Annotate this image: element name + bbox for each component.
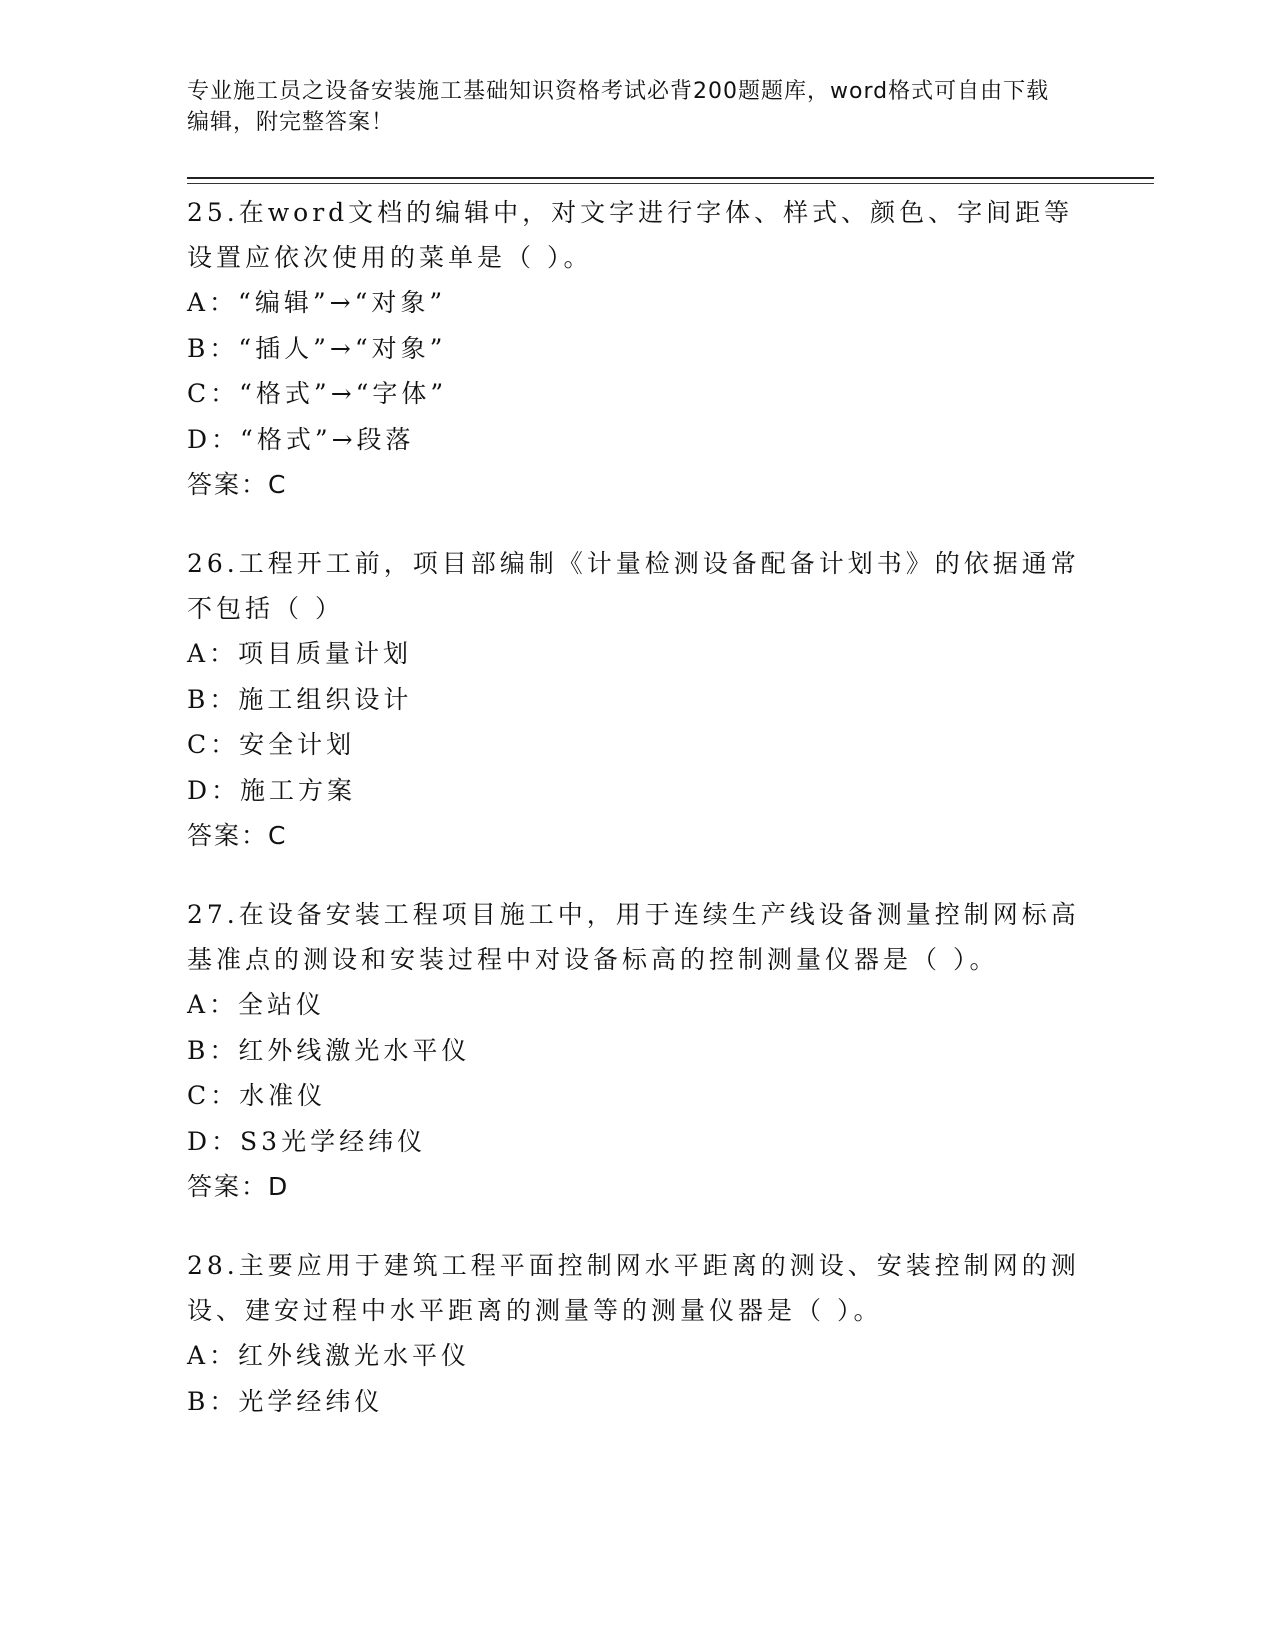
question-27 — [187, 892, 1087, 1209]
header-divider-thin — [187, 183, 1154, 184]
option-b: B：光学经纬仪 — [187, 1386, 384, 1416]
option-a: A：“编辑”→“对象” — [187, 288, 447, 317]
question-text: 25.在word文档的编辑中，对文字进行字体、样式、颜色、字间距等设置应依次使用的菜单是（ ）。 — [187, 198, 1074, 272]
option-c: C：水准仪 — [187, 1081, 327, 1110]
option-a: A：红外线激光水平仪 — [187, 1341, 471, 1370]
answer-text: 答案：C — [187, 821, 288, 850]
option-d: D：“格式”→段落 — [187, 424, 415, 454]
question-list — [187, 190, 1087, 1458]
answer-text: 答案：D — [187, 1172, 290, 1201]
option-b: B：施工组织设计 — [187, 684, 413, 714]
option-d: D：施工方案 — [187, 775, 357, 805]
question-26 — [187, 541, 1087, 858]
option-d: D：S3光学经纬仪 — [187, 1126, 427, 1156]
option-b: B：“插人”→“对象” — [187, 333, 447, 363]
option-b: B：红外线激光水平仪 — [187, 1035, 471, 1065]
question-25 — [187, 190, 1087, 507]
option-a: A：全站仪 — [187, 990, 326, 1019]
question-28 — [187, 1243, 1087, 1424]
question-text: 28.主要应用于建筑工程平面控制网水平距离的测设、安装控制网的测设、建安过程中水平距离的测量等的测量仪器是（ ）。 — [187, 1251, 1080, 1325]
option-c: C：“格式”→“字体” — [187, 379, 448, 408]
question-text: 27.在设备安装工程项目施工中，用于连续生产线设备测量控制网标高基准点的测设和安装过程中对设备标高的控制测量仪器是（ ）。 — [187, 900, 1080, 974]
document-header: 专业施工员之设备安装施工基础知识资格考试必背200题题库，word格式可自由下载编辑，附完整答案！ — [187, 79, 1050, 135]
question-text: 26.工程开工前，项目部编制《计量检测设备配备计划书》的依据通常不包括（ ） — [187, 549, 1080, 623]
answer-text: 答案：C — [187, 470, 288, 499]
option-c: C：安全计划 — [187, 730, 356, 759]
option-a: A：项目质量计划 — [187, 639, 413, 668]
header-divider-thick — [187, 177, 1154, 179]
